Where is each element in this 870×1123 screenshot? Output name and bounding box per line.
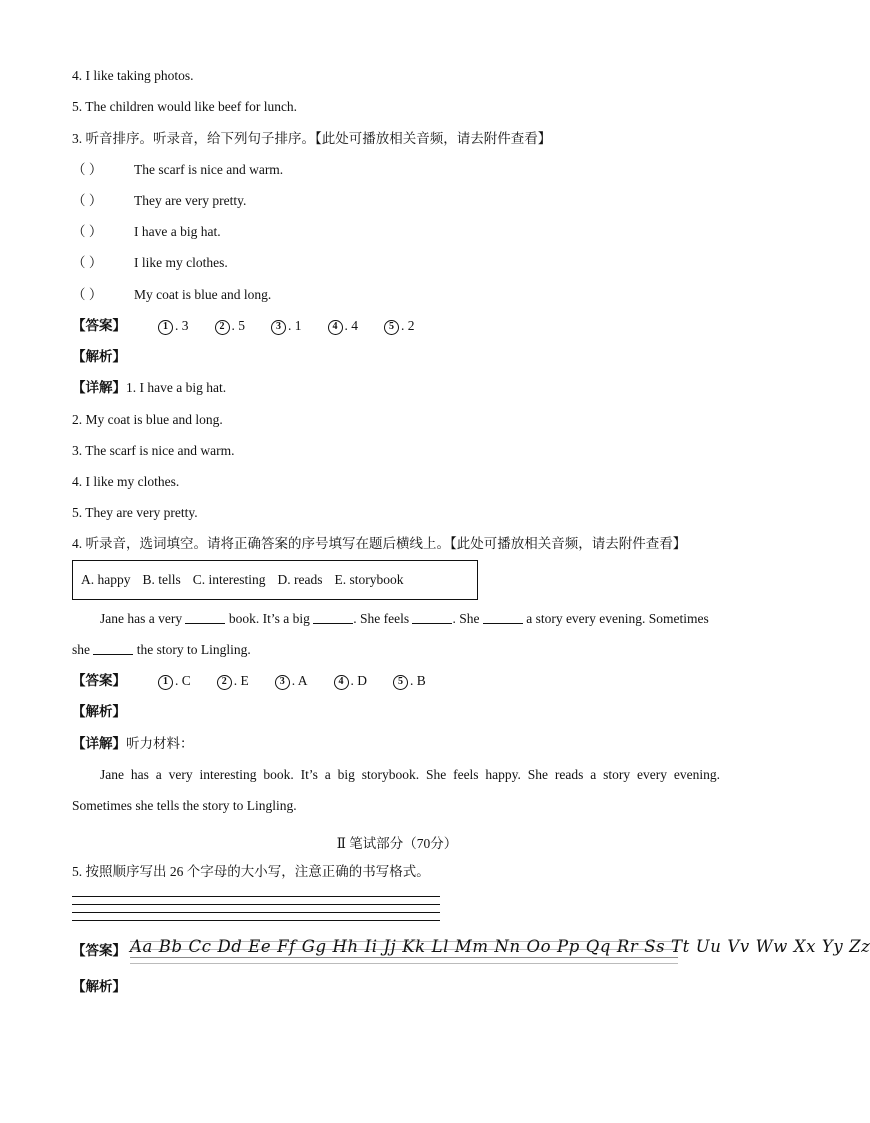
circled-number: 5 (384, 320, 399, 335)
handwriting-guide-line (130, 963, 678, 964)
writing-rule (72, 896, 440, 897)
q3-item-text: They are very pretty. (134, 193, 247, 208)
q3-item (72, 286, 271, 304)
passage-text: she (72, 642, 90, 657)
answer-item (158, 672, 191, 690)
detail-line (72, 735, 194, 753)
blank-3[interactable] (412, 611, 452, 624)
word-option: B. tells (142, 572, 181, 587)
question-5-title: 5. 按照顺序写出 26 个字母的大小写，注意正确的书写格式。 (72, 864, 430, 879)
word-option: A. happy (81, 572, 131, 587)
detail-line: 5. They are very pretty. (72, 505, 198, 520)
word-option: E. storybook (334, 572, 404, 587)
analysis-label: 【解析】 (72, 349, 126, 364)
circled-number: 1 (158, 675, 173, 690)
q3-item-text: I like my clothes. (134, 255, 228, 270)
q3-item-text: My coat is blue and long. (134, 287, 272, 302)
answer-item (334, 672, 368, 690)
answer-value: . 1 (288, 318, 302, 333)
section-title: Ⅱ 笔试部分（70分） (336, 836, 458, 851)
circled-number: 4 (328, 320, 343, 335)
answer-paren[interactable]: （ ） (72, 224, 103, 239)
blank-5[interactable] (93, 642, 133, 655)
answer-value: . C (175, 673, 191, 688)
answer-item (328, 317, 359, 335)
answer-value: . A (291, 673, 308, 688)
answer-value: . 3 (175, 318, 189, 333)
answer-item (384, 317, 415, 335)
answer-value: . B (410, 673, 426, 688)
material-line: Jane has a very interesting book. It’s a big storybook. She feels happy. She reads a story every evening. (100, 767, 720, 782)
text-line: 4. I like taking photos. (72, 68, 194, 83)
passage-text: Jane has a very (100, 611, 183, 626)
circled-number: 5 (393, 675, 408, 690)
writing-rule (72, 904, 440, 905)
detail-line: 4. I like my clothes. (72, 474, 180, 489)
answer-value: . 4 (344, 318, 358, 333)
answer-paren[interactable]: （ ） (72, 287, 103, 302)
answer-item (158, 317, 189, 335)
detail-label: 【详解】 (72, 380, 126, 395)
passage-text: a story every evening. Sometimes (526, 611, 709, 626)
detail-label: 【详解】 (72, 736, 126, 751)
answer-paren[interactable]: （ ） (72, 255, 103, 270)
answer-label: 【答案】 (72, 673, 126, 688)
handwritten-alphabet: Aa Bb Cc Dd Ee Ff Gg Hh Ii Jj Kk Ll Mm Nn Oo Pp Qq Rr Ss Tt Uu Vv Ww Xx Yy Zz (130, 937, 870, 956)
blank-4[interactable] (483, 611, 523, 624)
answer-item (217, 672, 249, 690)
circled-number: 3 (271, 320, 286, 335)
q3-item-text: I have a big hat. (134, 224, 221, 239)
passage-text: book. It’s a big (228, 611, 310, 626)
text-line: 5. The children would like beef for lunch. (72, 99, 298, 114)
writing-rule (72, 920, 440, 921)
passage-text: . She (452, 611, 480, 626)
q3-item (72, 192, 246, 210)
passage-text: . She feels (353, 611, 410, 626)
circled-number: 1 (158, 320, 173, 335)
q3-answer-row (72, 317, 441, 335)
answer-value: . E (233, 673, 249, 688)
passage-text: the story to Lingling. (136, 642, 251, 657)
word-bank-box (72, 560, 478, 600)
answer-value: . 5 (231, 318, 245, 333)
detail-text: 听力材料： (126, 736, 194, 751)
analysis-label: 【解析】 (72, 704, 126, 719)
analysis-label: 【解析】 (72, 979, 126, 994)
circled-number: 2 (217, 675, 232, 690)
q3-item (72, 223, 221, 241)
circled-number: 3 (275, 675, 290, 690)
circled-number: 4 (334, 675, 349, 690)
passage-line (100, 610, 709, 628)
question-4-title: 4. 听录音，选词填空。请将正确答案的序号填写在题后横线上。【此处可播放相关音频，请去附件查看】 (72, 536, 687, 551)
answer-item (275, 672, 308, 690)
passage-line (72, 641, 251, 659)
answer-value: . 2 (401, 318, 415, 333)
answer-label: 【答案】 (72, 943, 126, 958)
detail-line: 3. The scarf is nice and warm. (72, 443, 235, 458)
circled-number: 2 (215, 320, 230, 335)
answer-item (215, 317, 246, 335)
writing-rule (72, 912, 440, 913)
q3-item (72, 254, 228, 272)
blank-1[interactable] (185, 611, 225, 624)
handwriting-guide-line (130, 957, 678, 958)
answer-value: . D (350, 673, 368, 688)
answer-paren[interactable]: （ ） (72, 193, 103, 208)
q3-item (72, 161, 283, 179)
answer-paren[interactable]: （ ） (72, 162, 103, 177)
detail-line: 2. My coat is blue and long. (72, 412, 223, 427)
q4-answer-row (72, 672, 452, 690)
blank-2[interactable] (313, 611, 353, 624)
word-bank (81, 572, 416, 588)
answer-label: 【答案】 (72, 318, 126, 333)
word-option: C. interesting (192, 572, 266, 587)
answer-item (271, 317, 302, 335)
detail-line (72, 379, 226, 397)
q3-item-text: The scarf is nice and warm. (134, 162, 284, 177)
answer-item (393, 672, 426, 690)
question-3-title: 3. 听音排序。听录音，给下列句子排序。【此处可播放相关音频，请去附件查看】 (72, 131, 552, 146)
material-line: Sometimes she tells the story to Lingling. (72, 798, 297, 813)
detail-text: 1. I have a big hat. (126, 380, 227, 395)
word-option: D. reads (277, 572, 323, 587)
